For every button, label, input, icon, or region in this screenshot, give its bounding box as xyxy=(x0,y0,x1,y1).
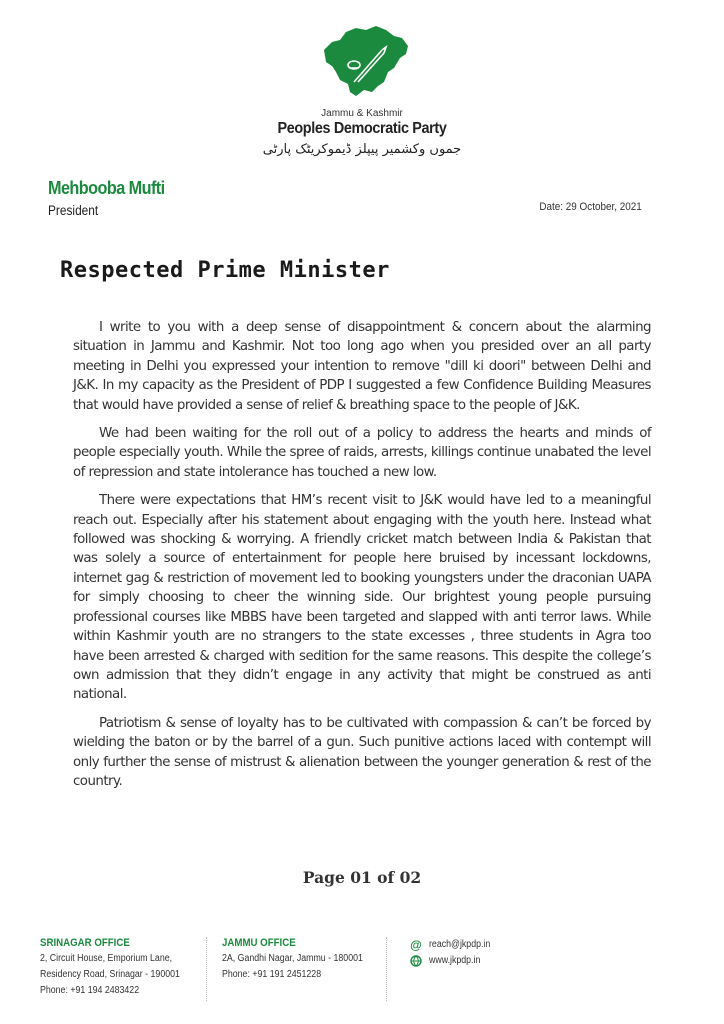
letter-body xyxy=(73,318,651,800)
jammu-office xyxy=(222,937,382,983)
salutation: Respected Prime Minister xyxy=(60,258,390,283)
srinagar-office xyxy=(40,937,199,999)
org-region: Jammu & Kashmir xyxy=(321,108,403,119)
at-icon: @ xyxy=(410,938,422,952)
website-link[interactable]: www.jkpdp.in xyxy=(429,955,481,966)
sender-title: President xyxy=(48,203,99,218)
email-link[interactable]: reach@jkpdp.in xyxy=(429,939,491,950)
jammu-phone: Phone: +91 191 2451228 xyxy=(222,969,322,980)
footer-divider xyxy=(206,937,207,1001)
paragraph: I write to you with a deep sense of disappointment & concern about the alarming situation in Jammu and Kashmir. Not too long ago when you presided over an all party meeting in Delhi you expressed your intention to remove "dill ki doori" between Delhi and J&K. In my capacity as the President of PDP I suggested a few Confidence Building Measures that would have provided a sense of relief & breathing space to the people of J&K. xyxy=(73,320,651,413)
srinagar-address-line: Residency Road, Srinagar - 190001 xyxy=(40,969,180,980)
sender-name: Mehbooba Mufti xyxy=(48,178,165,198)
org-name-urdu: جموں وکشمیر پیپلز ڈیموکریٹک پارٹی xyxy=(262,142,462,157)
contact-info xyxy=(410,937,499,969)
paragraph: We had been waiting for the roll out of a policy to address the hearts and minds of people especially youth. While the spree of raids, arrests, killings continue unabated the level of repression and state intolerance has touched a new low. xyxy=(73,426,651,480)
srinagar-address-line: 2, Circuit House, Emporium Lane, xyxy=(40,953,173,964)
paragraph: There were expectations that HM’s recent visit to J&K would have led to a meaningful reach out. Especially after his statement about engaging with the youth here. Instead what followed was shocking & worrying. A friendly cricket match between India & Pakistan that was solely a source of entertainment for people here bruised by incessant lockdowns, internet gag & restriction of movement led to booking youngsters under the draconian UAPA for simply choosing to cheer the winning side. Our brightest young people pursuing professional courses like MBBS have been targeted and slapped with anti terror laws. While within Kashmir youth are no strangers to the state excesses , three students in Agra too have been arrested & charged with sedition for the same reasons. This despite the college’s own admission that they didn’t engage in any activity that might be construed as anti national. xyxy=(73,493,651,703)
jammu-office-title: JAMMU OFFICE xyxy=(222,937,296,949)
srinagar-phone: Phone: +91 194 2483422 xyxy=(40,985,140,996)
letter-date: Date: 29 October, 2021 xyxy=(539,201,642,213)
footer xyxy=(40,937,704,1003)
footer-divider xyxy=(386,937,387,1001)
srinagar-office-title: SRINAGAR OFFICE xyxy=(40,937,130,949)
org-name: Peoples Democratic Party xyxy=(277,120,447,137)
page-indicator: Page 01 of 02 xyxy=(302,868,422,887)
globe-icon xyxy=(410,955,422,967)
jk-map-pen-logo-icon xyxy=(306,20,418,100)
jammu-address-line: 2A, Gandhi Nagar, Jammu - 180001 xyxy=(222,953,363,964)
paragraph: Patriotism & sense of loyalty has to be cultivated with compassion & can’t be forced by wielding the baton or by the barrel of a gun. Such punitive actions laced with contempt will only further the sense of mistrust & alienation between the younger generation & rest of the country. xyxy=(73,715,651,789)
